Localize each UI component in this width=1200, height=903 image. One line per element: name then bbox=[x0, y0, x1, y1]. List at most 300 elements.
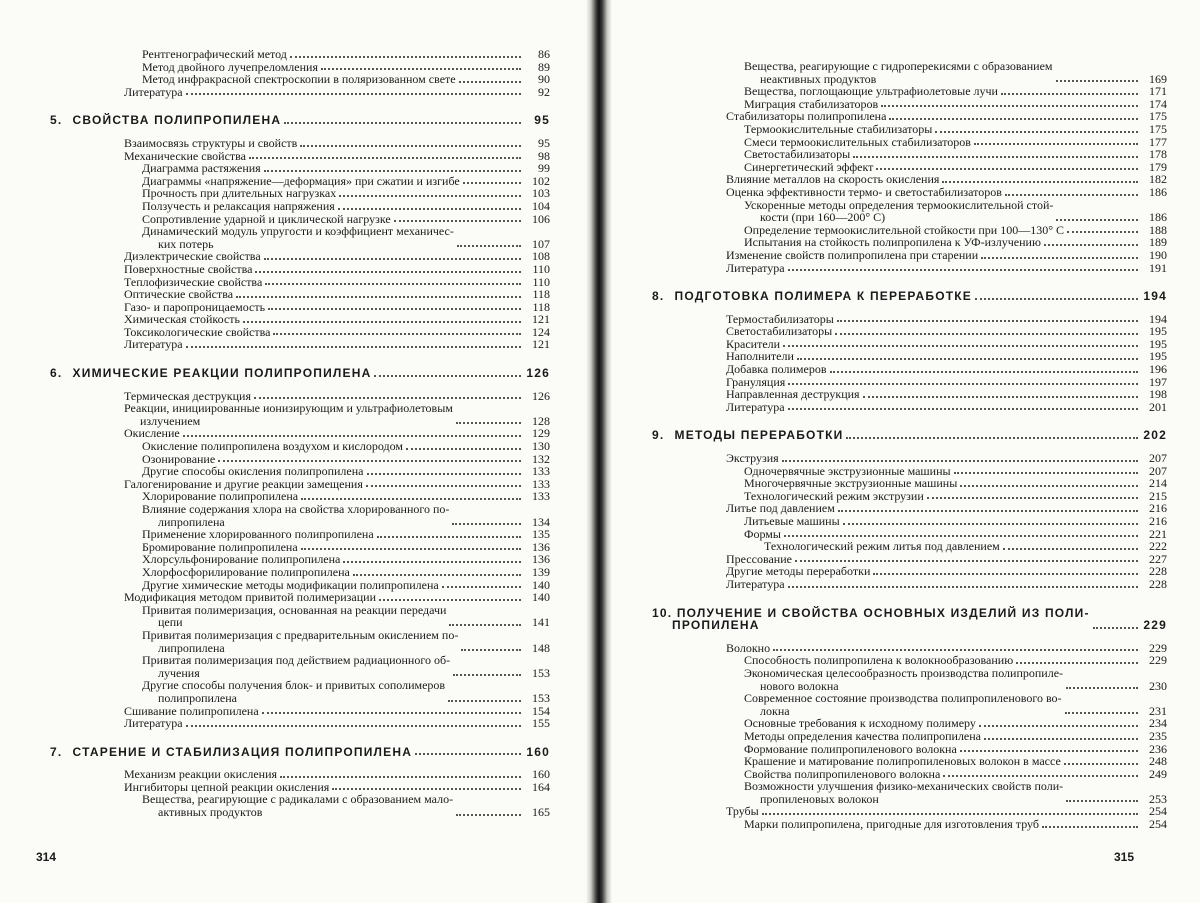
toc-entry bbox=[50, 629, 550, 654]
dot-leader bbox=[186, 725, 521, 727]
entry-title-text: Литература bbox=[726, 399, 785, 414]
dot-leader bbox=[795, 560, 1138, 562]
dot-leader bbox=[262, 712, 521, 714]
entry-title-text: Хлорирование полипропилена bbox=[142, 489, 299, 504]
entry-page-number: 169 bbox=[1149, 71, 1167, 86]
dot-leader bbox=[1016, 662, 1138, 664]
entry-page-number: 128 bbox=[532, 413, 550, 428]
chapter-title bbox=[50, 367, 371, 380]
entry-title-continuation: пропиленовых волокон bbox=[760, 791, 879, 806]
dot-leader bbox=[837, 320, 1138, 322]
entry-page-number: 228 bbox=[1149, 564, 1167, 579]
entry-title-text: Светостабилизаторы bbox=[726, 324, 833, 339]
entry-title bbox=[744, 199, 1053, 224]
entry-title-text: Диаграмма растяжения bbox=[142, 161, 261, 176]
entry-title-text: Механические свойства bbox=[124, 148, 246, 163]
entry-title-continuation: нового волокна bbox=[760, 678, 839, 693]
dot-leader bbox=[863, 396, 1138, 398]
entry-page-number: 108 bbox=[532, 249, 550, 264]
dot-leader bbox=[456, 422, 521, 424]
entry-title bbox=[142, 679, 445, 704]
entry-page-number: 191 bbox=[1149, 260, 1167, 275]
entry-page-number: 140 bbox=[532, 590, 550, 605]
entry-page-number: 104 bbox=[532, 198, 550, 213]
dot-leader bbox=[960, 485, 1138, 487]
entry-title-text: Миграция стабилизаторов bbox=[744, 96, 879, 111]
entry-title-text: Изменение свойств полипропилена при старении bbox=[726, 247, 979, 262]
dot-leader bbox=[353, 574, 521, 576]
entry-title-text: Метод двойного лучепреломления bbox=[142, 59, 318, 74]
entry-title bbox=[124, 402, 453, 427]
entry-title-text: Другие методы переработки bbox=[726, 564, 871, 579]
dot-leader bbox=[846, 437, 1138, 439]
entry-title-text: Литье под давлением bbox=[726, 501, 835, 516]
entry-title-text: Марки полипропилена, пригодные для изготовления труб bbox=[744, 817, 1039, 832]
entry-page-number: 179 bbox=[1149, 159, 1167, 174]
entry-title bbox=[142, 793, 453, 818]
entry-title-text: Поверхностные свойства bbox=[124, 261, 253, 276]
dot-leader bbox=[280, 776, 521, 778]
chapter-title-text: ХИМИЧЕСКИЕ РЕАКЦИИ ПОЛИПРОПИЛЕНА bbox=[72, 366, 372, 381]
entry-page-number: 216 bbox=[1149, 501, 1167, 516]
entry-title-text: Крашение и матирование полипропиленовых волокон в массе bbox=[744, 754, 1061, 769]
entry-title-text: Оптические свойства bbox=[124, 287, 234, 302]
toc-entry bbox=[652, 515, 1167, 528]
entry-page-number: 124 bbox=[532, 324, 550, 339]
toc-entry bbox=[50, 679, 550, 704]
entry-title-text: Окисление полипропилена воздухом и кислородом bbox=[142, 439, 403, 454]
dot-leader bbox=[374, 375, 521, 377]
entry-page-number: 129 bbox=[532, 426, 550, 441]
entry-title bbox=[744, 60, 1053, 85]
entry-page-number: 98 bbox=[538, 148, 550, 163]
entry-title bbox=[142, 503, 449, 528]
entry-title-text: Грануляция bbox=[726, 374, 786, 389]
toc-right bbox=[652, 60, 1167, 831]
entry-title-text: Бромирование полипропилена bbox=[142, 539, 298, 554]
dot-leader bbox=[788, 586, 1138, 588]
toc-entry bbox=[50, 440, 550, 453]
entry-page-number: 214 bbox=[1149, 476, 1167, 491]
dot-leader bbox=[1003, 548, 1138, 550]
entry-page-number: 165 bbox=[532, 805, 550, 820]
entry-title-text: Наполнители bbox=[726, 349, 794, 364]
entry-page-number: 177 bbox=[1149, 134, 1167, 149]
toc-entry bbox=[50, 604, 550, 629]
dot-leader bbox=[889, 118, 1138, 120]
entry-title bbox=[726, 578, 785, 591]
entry-title-text: Современное состояние производства полипропиленового во- bbox=[744, 691, 1062, 706]
entry-page-number: 229 bbox=[1149, 640, 1167, 655]
entry-page-number: 254 bbox=[1149, 817, 1167, 832]
entry-page-number: 175 bbox=[1149, 121, 1167, 136]
dot-leader bbox=[784, 535, 1138, 537]
dot-leader bbox=[321, 68, 521, 70]
entry-title bbox=[744, 667, 1063, 692]
entry-page-number: 136 bbox=[532, 539, 550, 554]
toc-entry bbox=[50, 793, 550, 818]
entry-page-number: 136 bbox=[532, 552, 550, 567]
chapter-number: 9. bbox=[652, 428, 665, 443]
dot-leader bbox=[974, 143, 1138, 145]
dot-leader bbox=[300, 145, 521, 147]
entry-title-text: Озонирование bbox=[142, 451, 216, 466]
entry-page-number: 154 bbox=[532, 703, 550, 718]
entry-title bbox=[142, 73, 456, 86]
dot-leader bbox=[457, 245, 521, 247]
dot-leader bbox=[762, 813, 1138, 815]
dot-leader bbox=[1044, 244, 1138, 246]
dot-leader bbox=[338, 208, 521, 210]
entry-title-text: Другие способы окисления полипропилена bbox=[142, 464, 364, 479]
dot-leader bbox=[290, 56, 521, 58]
entry-page-number: 190 bbox=[1149, 247, 1167, 262]
entry-title-text: Термическая деструкция bbox=[124, 388, 251, 403]
entry-page-number: 197 bbox=[1149, 374, 1167, 389]
chapter-number: 6. bbox=[50, 366, 63, 381]
dot-leader bbox=[367, 473, 522, 475]
entry-title-continuation: излучением bbox=[140, 413, 201, 428]
chapter-title bbox=[50, 746, 412, 759]
entry-title-text: Окисление bbox=[124, 426, 180, 441]
entry-page-number: 118 bbox=[532, 299, 550, 314]
entry-page-number: 234 bbox=[1149, 716, 1167, 731]
toc-entry bbox=[652, 667, 1167, 692]
dot-leader bbox=[979, 725, 1138, 727]
entry-title-continuation: лучения bbox=[158, 665, 200, 680]
dot-leader bbox=[1056, 219, 1138, 221]
dot-leader bbox=[1093, 627, 1138, 629]
dot-leader bbox=[935, 131, 1138, 133]
toc-entry bbox=[652, 199, 1167, 224]
chapter-title-text: СТАРЕНИЕ И СТАБИЛИЗАЦИЯ ПОЛИПРОПИЛЕНА bbox=[72, 744, 413, 759]
entry-title-text: Экструзия bbox=[726, 451, 779, 466]
dot-leader bbox=[268, 308, 521, 310]
entry-page-number: 95 bbox=[538, 135, 550, 150]
chapter-page-number: 202 bbox=[1143, 428, 1167, 443]
dot-leader bbox=[218, 460, 521, 462]
entry-page-number: 198 bbox=[1149, 387, 1167, 402]
chapter-page-number: 95 bbox=[534, 113, 550, 128]
entry-page-number: 110 bbox=[532, 261, 550, 276]
entry-title-text: Формование полипропиленового волокна bbox=[744, 741, 957, 756]
entry-page-number: 148 bbox=[532, 640, 550, 655]
chapter-page-number: 160 bbox=[526, 744, 550, 759]
dot-leader bbox=[236, 296, 521, 298]
entry-title-text: Рентгенографический метод bbox=[142, 47, 287, 61]
toc-entry bbox=[652, 60, 1167, 85]
left-page bbox=[0, 0, 588, 903]
dot-leader bbox=[339, 195, 521, 197]
dot-leader bbox=[377, 536, 521, 538]
chapter-number: 8. bbox=[652, 289, 665, 304]
dot-leader bbox=[1005, 194, 1138, 196]
entry-title bbox=[142, 604, 446, 629]
entry-page-number: 174 bbox=[1149, 96, 1167, 111]
chapter-number: 10. bbox=[652, 605, 673, 620]
dot-leader bbox=[942, 181, 1138, 183]
entry-page-number: 139 bbox=[532, 564, 550, 579]
entry-page-number: 215 bbox=[1149, 488, 1167, 503]
chapter-page-number: 194 bbox=[1143, 289, 1167, 304]
entry-title-text: Привитая полимеризация с предварительным окислением по- bbox=[142, 627, 459, 642]
dot-leader bbox=[461, 649, 521, 651]
entry-title-text: Вещества, реагирующие с гидроперекисями с образованием bbox=[744, 59, 1053, 73]
dot-leader bbox=[186, 346, 521, 348]
dot-leader bbox=[1064, 763, 1138, 765]
entry-title-text: Синергетический эффект bbox=[744, 159, 874, 174]
entry-page-number: 235 bbox=[1149, 728, 1167, 743]
entry-title-text: Прессование bbox=[726, 551, 792, 566]
page-number-left: 314 bbox=[36, 850, 57, 864]
dot-leader bbox=[255, 271, 521, 273]
entry-title-text: Применение хлорированного полипропилена bbox=[142, 527, 374, 542]
dot-leader bbox=[273, 333, 521, 335]
entry-page-number: 171 bbox=[1149, 84, 1167, 99]
dot-leader bbox=[960, 750, 1138, 752]
entry-page-number: 133 bbox=[532, 489, 550, 504]
toc-entry bbox=[50, 86, 550, 99]
entry-page-number: 121 bbox=[532, 337, 550, 352]
entry-title bbox=[726, 262, 785, 275]
dot-leader bbox=[975, 298, 1138, 300]
entry-title-text: Сопротивление ударной и циклической нагрузке bbox=[142, 211, 391, 226]
dot-leader bbox=[243, 321, 521, 323]
entry-title bbox=[124, 86, 183, 99]
entry-page-number: 107 bbox=[532, 236, 550, 251]
entry-title bbox=[142, 225, 454, 250]
toc-entry bbox=[50, 338, 550, 351]
entry-title-text: Литература bbox=[124, 716, 183, 731]
entry-page-number: 195 bbox=[1149, 349, 1167, 364]
entry-title bbox=[764, 540, 1000, 553]
entry-title-text: Направленная деструкция bbox=[726, 387, 860, 402]
entry-title-text: Диэлектрические свойства bbox=[124, 249, 261, 264]
entry-page-number: 196 bbox=[1149, 362, 1167, 377]
entry-page-number: 207 bbox=[1149, 451, 1167, 466]
dot-leader bbox=[881, 105, 1138, 107]
entry-title bbox=[744, 780, 1063, 805]
dot-leader bbox=[453, 674, 521, 676]
chapter-page-number: 126 bbox=[526, 366, 550, 381]
dot-leader bbox=[788, 269, 1138, 271]
dot-leader bbox=[788, 408, 1138, 410]
dot-leader bbox=[186, 93, 521, 95]
entry-page-number: 216 bbox=[1149, 514, 1167, 528]
entry-title-continuation: липропилена bbox=[158, 640, 225, 655]
entry-page-number: 106 bbox=[532, 211, 550, 226]
entry-title-text: Красители bbox=[726, 336, 781, 351]
entry-title-text: Привитая полимеризация под действием радиационного об- bbox=[142, 653, 451, 668]
entry-title-text: Технологический режим литья под давлением bbox=[764, 539, 1000, 554]
entry-title-text: Ползучесть и релаксация напряжения bbox=[142, 198, 335, 213]
entry-page-number: 249 bbox=[1149, 766, 1167, 781]
chapter-title-text: ПОДГОТОВКА ПОЛИМЕРА К ПЕРЕРАБОТКЕ bbox=[674, 289, 973, 304]
entry-title bbox=[744, 692, 1062, 717]
chapter-page-number: 229 bbox=[1143, 618, 1167, 633]
entry-page-number: 160 bbox=[532, 767, 550, 782]
dot-leader bbox=[448, 700, 521, 702]
dot-leader bbox=[301, 498, 521, 500]
dot-leader bbox=[449, 624, 521, 626]
toc-entry bbox=[652, 136, 1167, 149]
chapter-title-text: СВОЙСТВА ПОЛИПРОПИЛЕНА bbox=[72, 113, 282, 128]
dot-leader bbox=[853, 156, 1138, 158]
dot-leader bbox=[943, 775, 1138, 777]
entry-page-number: 236 bbox=[1149, 741, 1167, 756]
chapter-title-text: ПОЛУЧЕНИЕ И СВОЙСТВА ОСНОВНЫХ ИЗДЕЛИЙ ИЗ ПОЛИ- bbox=[676, 605, 1090, 620]
entry-title-text: Механизм реакции окисления bbox=[124, 767, 278, 782]
chapter-heading bbox=[652, 429, 1167, 442]
entry-title-text: Диаграммы «напряжение—деформация» при сжатии и изгибе bbox=[142, 173, 460, 188]
entry-title-text: Реакции, инициированные ионизирующим и ультрафиолетовым bbox=[124, 401, 453, 416]
entry-page-number: 178 bbox=[1149, 147, 1167, 162]
entry-title-text: Литература bbox=[726, 260, 785, 275]
entry-title-text: Влияние металлов на скорость окисления bbox=[726, 172, 940, 187]
toc-entry bbox=[652, 262, 1167, 275]
entry-page-number: 195 bbox=[1149, 336, 1167, 351]
entry-title-text: Газо- и паропроницаемость bbox=[124, 299, 266, 314]
dot-leader bbox=[394, 220, 521, 222]
entry-title-text: Метод инфракрасной спектроскопии в поляризованном свете bbox=[142, 72, 456, 87]
entry-title-text: Одночервячные экструзионные машины bbox=[744, 463, 951, 478]
entry-page-number: 130 bbox=[532, 439, 550, 454]
dot-leader bbox=[1066, 687, 1138, 689]
entry-title-continuation: локна bbox=[760, 703, 790, 718]
entry-page-number: 222 bbox=[1149, 539, 1167, 554]
entry-title-continuation: активных продуктов bbox=[158, 805, 263, 820]
entry-title bbox=[124, 338, 183, 351]
entry-title-text: Вещества, поглощающие ультрафиолетовые лучи bbox=[744, 84, 998, 99]
entry-title-text: Другие способы получения блок- и привитых сополимеров bbox=[142, 678, 446, 693]
toc-left bbox=[50, 48, 550, 819]
entry-title-text: Испытания на стойкость полипропилена к УФ-излучению bbox=[744, 235, 1041, 250]
entry-title-text: Литьевые машины bbox=[744, 514, 840, 528]
toc-entry bbox=[50, 150, 550, 163]
entry-page-number: 89 bbox=[538, 59, 550, 74]
chapter-title bbox=[652, 607, 1090, 632]
dot-leader bbox=[254, 397, 521, 399]
entry-title-text: Возможности улучшения физико-механических свойств поли- bbox=[744, 779, 1064, 794]
dot-leader bbox=[876, 168, 1138, 170]
entry-title bbox=[124, 717, 183, 730]
dot-leader bbox=[1056, 80, 1138, 82]
entry-page-number: 133 bbox=[532, 476, 550, 491]
entry-page-number: 164 bbox=[532, 779, 550, 794]
toc-entry bbox=[652, 818, 1167, 831]
entry-title-text: Литература bbox=[726, 576, 785, 591]
entry-page-number: 99 bbox=[538, 161, 550, 176]
toc-entry bbox=[50, 225, 550, 250]
entry-page-number: 254 bbox=[1149, 804, 1167, 819]
entry-page-number: 134 bbox=[532, 514, 550, 529]
entry-title bbox=[142, 629, 458, 654]
dot-leader bbox=[463, 182, 521, 184]
dot-leader bbox=[843, 523, 1138, 525]
dot-leader bbox=[343, 561, 521, 563]
entry-page-number: 118 bbox=[532, 287, 550, 302]
dot-leader bbox=[406, 448, 521, 450]
toc-entry bbox=[50, 503, 550, 528]
entry-page-number: 135 bbox=[532, 527, 550, 542]
dot-leader bbox=[264, 170, 521, 172]
entry-title-text: Ингибиторы цепной реакции окисления bbox=[124, 779, 330, 794]
entry-title-text: Ускоренные методы определения термоокислительной стой- bbox=[744, 197, 1054, 212]
entry-title-text: Формы bbox=[744, 526, 781, 541]
entry-title-text: Вещества, реагирующие с радикалами с образованием мало- bbox=[142, 792, 454, 807]
entry-title-text: Литература bbox=[124, 337, 183, 352]
entry-page-number: 253 bbox=[1149, 791, 1167, 806]
entry-page-number: 189 bbox=[1149, 235, 1167, 250]
chapter-title-continuation: ПРОПИЛЕНА bbox=[672, 618, 760, 633]
dot-leader bbox=[773, 649, 1138, 651]
entry-title-text: Прочность при длительных нагрузках bbox=[142, 186, 337, 201]
entry-title-text: Динамический модуль упругости и коэффициент механичес- bbox=[142, 224, 454, 239]
entry-page-number: 186 bbox=[1149, 210, 1167, 225]
dot-leader bbox=[783, 345, 1138, 347]
chapter-heading bbox=[50, 367, 550, 380]
entry-page-number: 126 bbox=[532, 388, 550, 403]
toc-entry bbox=[50, 402, 550, 427]
entry-page-number: 153 bbox=[532, 690, 550, 705]
toc-entry bbox=[652, 85, 1167, 98]
entry-title-text: Экономическая целесообразность производства полипропиле- bbox=[744, 665, 1064, 680]
dot-leader bbox=[301, 548, 521, 550]
chapter-heading bbox=[50, 114, 550, 127]
dot-leader bbox=[332, 788, 521, 790]
dot-leader bbox=[788, 383, 1138, 385]
page-number-right: 315 bbox=[1114, 850, 1135, 864]
dot-leader bbox=[830, 371, 1138, 373]
chapter-title bbox=[652, 429, 843, 442]
dot-leader bbox=[1066, 800, 1138, 802]
entry-page-number: 194 bbox=[1149, 311, 1167, 326]
entry-page-number: 229 bbox=[1149, 653, 1167, 668]
toc-entry bbox=[652, 780, 1167, 805]
entry-page-number: 248 bbox=[1149, 754, 1167, 769]
entry-title-text: Смеси термоокислительных стабилизаторов bbox=[744, 134, 971, 149]
chapter-number: 7. bbox=[50, 744, 63, 759]
entry-title-text: Светостабилизаторы bbox=[744, 147, 851, 162]
entry-title-text: Хлорсульфонирование полипропилена bbox=[142, 552, 341, 567]
entry-page-number: 110 bbox=[532, 274, 550, 289]
entry-title-text: Химическая стойкость bbox=[124, 312, 240, 327]
entry-page-number: 103 bbox=[532, 186, 550, 201]
toc-entry bbox=[50, 478, 550, 491]
toc-entry bbox=[50, 654, 550, 679]
entry-title-text: Теплофизические свойства bbox=[124, 274, 263, 289]
entry-title-continuation: неактивных продуктов bbox=[760, 71, 877, 86]
entry-title-text: Токсикологические свойства bbox=[124, 324, 271, 339]
dot-leader bbox=[1067, 231, 1138, 233]
entry-title-continuation: липропилена bbox=[158, 514, 225, 529]
entry-title bbox=[744, 818, 1039, 831]
entry-title-text: Трубы bbox=[726, 804, 759, 819]
dot-leader bbox=[249, 157, 521, 159]
dot-leader bbox=[415, 753, 521, 755]
dot-leader bbox=[981, 257, 1138, 259]
entry-title-text: Сшивание полипропилена bbox=[124, 703, 259, 718]
chapter-heading bbox=[652, 290, 1167, 303]
entry-title-text: Оценка эффективности термо- и светостабилизаторов bbox=[726, 184, 1002, 199]
dot-leader bbox=[927, 497, 1138, 499]
entry-title bbox=[726, 401, 785, 414]
entry-title-text: Другие химические методы модификации полипропилена bbox=[142, 577, 439, 592]
chapter-title bbox=[50, 114, 281, 127]
entry-title-text: Хлорфосфорилирование полипропилена bbox=[142, 564, 350, 579]
toc-entry bbox=[652, 692, 1167, 717]
chapter-title bbox=[652, 290, 972, 303]
